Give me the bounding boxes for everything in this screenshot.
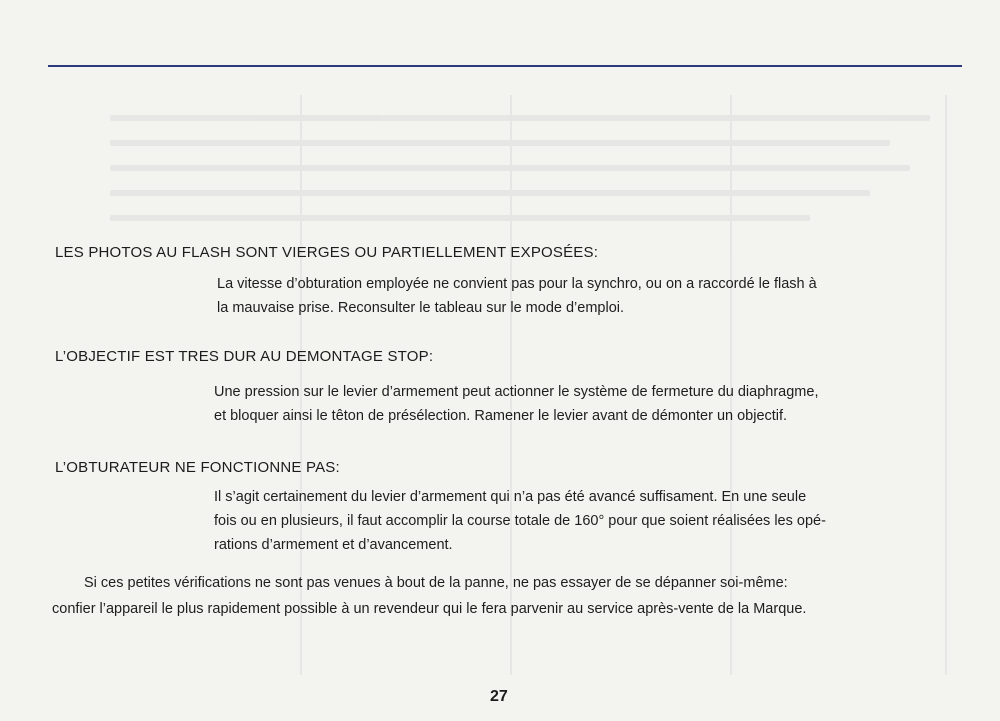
section-body-objectif [214, 380, 818, 428]
body-line: Une pression sur le levier d’armement peut actionner le système de fermeture du diaphragme, [214, 384, 819, 400]
body-line: rations d’armement et d’avancement. [214, 537, 453, 553]
section-heading-obturateur: L’OBTURATEUR NE FONCTIONNE PAS: [55, 459, 340, 476]
body-line: la mauvaise prise. Reconsulter le tableau sur le mode d’emploi. [217, 300, 625, 316]
conclusion-line: confier l’appareil le plus rapidement possible à un revendeur qui le fera parvenir au service après-vente de la Marque. [52, 601, 807, 617]
section-body-obturateur [214, 485, 826, 557]
conclusion-line: Si ces petites vérifications ne sont pas venues à bout de la panne, ne pas essayer de se dépanner soi-même: [84, 575, 788, 591]
body-line: Il s’agit certainement du levier d’armement qui n’a pas été avancé suffisament. En une seule [214, 489, 807, 505]
page-number: 27 [490, 688, 508, 705]
section-body-flash [217, 272, 817, 320]
header-rule [48, 65, 962, 67]
body-line: et bloquer ainsi le têton de présélection. Ramener le levier avant de démonter un objectif. [214, 408, 788, 424]
body-line: La vitesse d’obturation employée ne convient pas pour la synchro, ou on a raccordé le flash à [217, 276, 817, 292]
section-heading-objectif: L’OBJECTIF EST TRES DUR AU DEMONTAGE STOP: [55, 348, 434, 365]
conclusion-paragraph [52, 570, 972, 622]
section-heading-flash: LES PHOTOS AU FLASH SONT VIERGES OU PARTIELLEMENT EXPOSÉES: [55, 244, 599, 261]
body-line: fois ou en plusieurs, il faut accomplir la course totale de 160° pour que soient réalisées les opé- [214, 513, 826, 529]
